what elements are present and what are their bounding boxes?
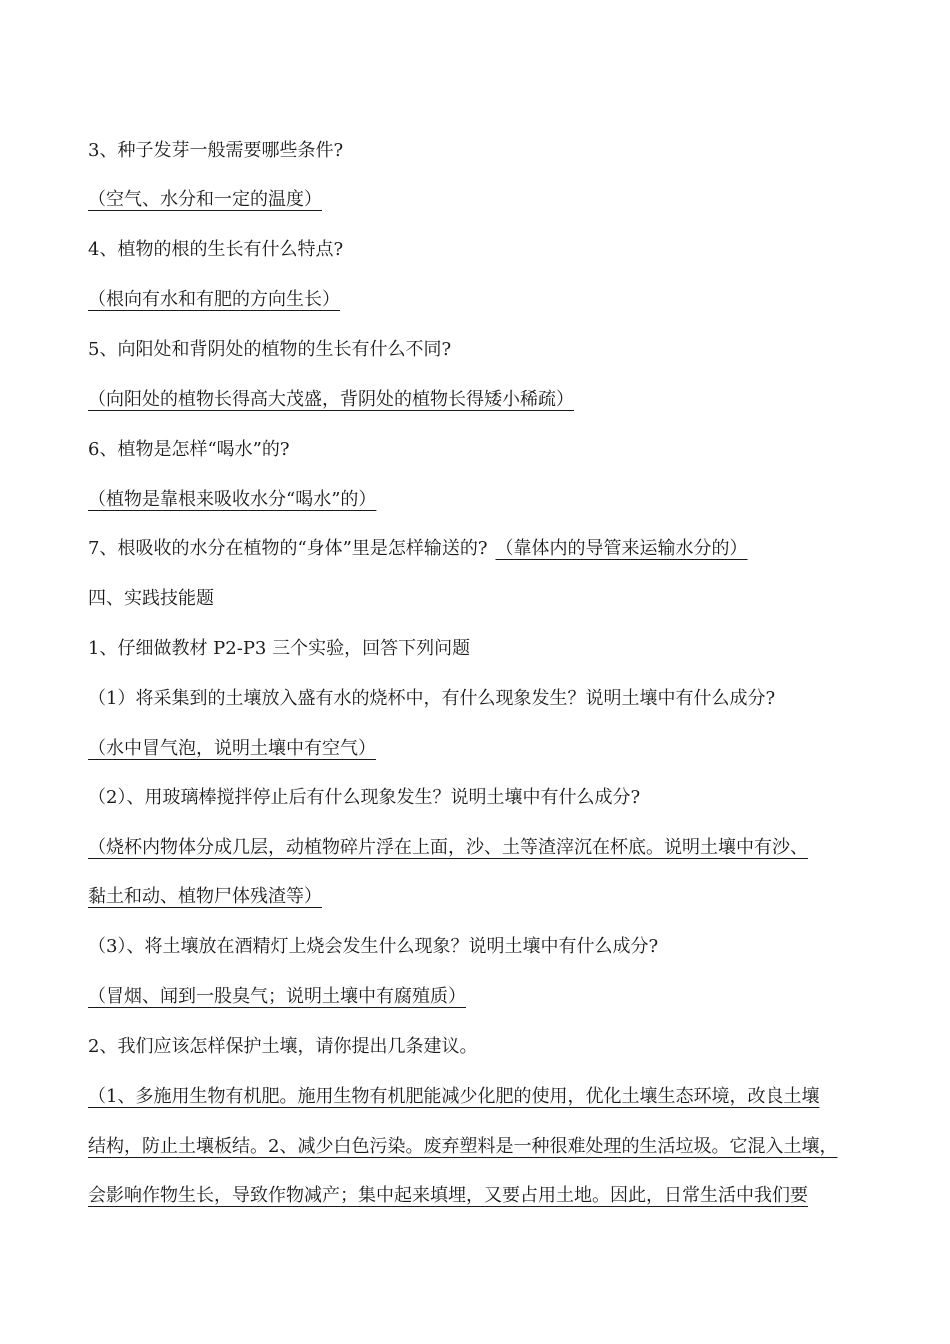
practice-1-sub-1: （1）将采集到的土壤放入盛有水的烧杯中，有什么现象发生？说明土壤中有什么成分? bbox=[88, 688, 776, 709]
answer-4: （根向有水和有肥的方向生长） bbox=[88, 289, 340, 310]
question-3: 3、种子发芽一般需要哪些条件? bbox=[88, 140, 344, 161]
practice-1-sub-3: （3）、将土壤放在酒精灯上烧会发生什么现象？说明土壤中有什么成分? bbox=[88, 936, 659, 957]
question-7: 7、根吸收的水分在植物的“身体”里是怎样输送的? bbox=[88, 538, 488, 559]
practice-1-sub-3-answer: （冒烟、闻到一股臭气；说明土壤中有腐殖质） bbox=[88, 986, 466, 1007]
section-4-heading: 四、实践技能题 bbox=[88, 588, 214, 609]
question-4: 4、植物的根的生长有什么特点? bbox=[88, 239, 344, 260]
practice-2-answer-line-3: 会影响作物生长，导致作物减产；集中起来填埋，又要占用土地。因此，日常生活中我们要 bbox=[88, 1185, 808, 1206]
question-7-row bbox=[88, 536, 748, 562]
practice-1-sub-2-answer-line-1: （烧杯内物体分成几层，动植物碎片浮在上面，沙、土等渣滓沉在杯底。说明土壤中有沙、 bbox=[88, 837, 808, 858]
practice-1-sub-2: （2）、用玻璃棒搅拌停止后有什么现象发生？说明土壤中有什么成分? bbox=[88, 787, 641, 808]
practice-2-answer-line-1: （1、多施用生物有机肥。施用生物有机肥能减少化肥的使用，优化土壤生态环境，改良土壤 bbox=[88, 1086, 820, 1107]
answer-6: （植物是靠根来吸收水分“喝水”的） bbox=[88, 489, 377, 510]
question-5: 5、向阳处和背阴处的植物的生长有什么不同? bbox=[88, 339, 452, 360]
practice-1-sub-2-answer-line-2: 黏土和动、植物尸体残渣等） bbox=[88, 886, 322, 907]
practice-1: 1、仔细做教材 P2-P3 三个实验，回答下列问题 bbox=[88, 638, 471, 659]
answer-5: （向阳处的植物长得高大茂盛，背阴处的植物长得矮小稀疏） bbox=[88, 389, 574, 410]
answer-3: （空气、水分和一定的温度） bbox=[88, 189, 322, 210]
answer-7: （靠体内的导管来运输水分的） bbox=[495, 538, 748, 559]
question-6: 6、植物是怎样“喝水”的? bbox=[88, 439, 290, 460]
practice-1-sub-1-answer: （水中冒气泡，说明土壤中有空气） bbox=[88, 738, 376, 759]
practice-2: 2、我们应该怎样保护土壤，请你提出几条建议。 bbox=[88, 1036, 478, 1057]
practice-2-answer-line-2: 结构，防止土壤板结。2、减少白色污染。废弃塑料是一种很难处理的生活垃圾。它混入土壤， bbox=[88, 1136, 838, 1157]
